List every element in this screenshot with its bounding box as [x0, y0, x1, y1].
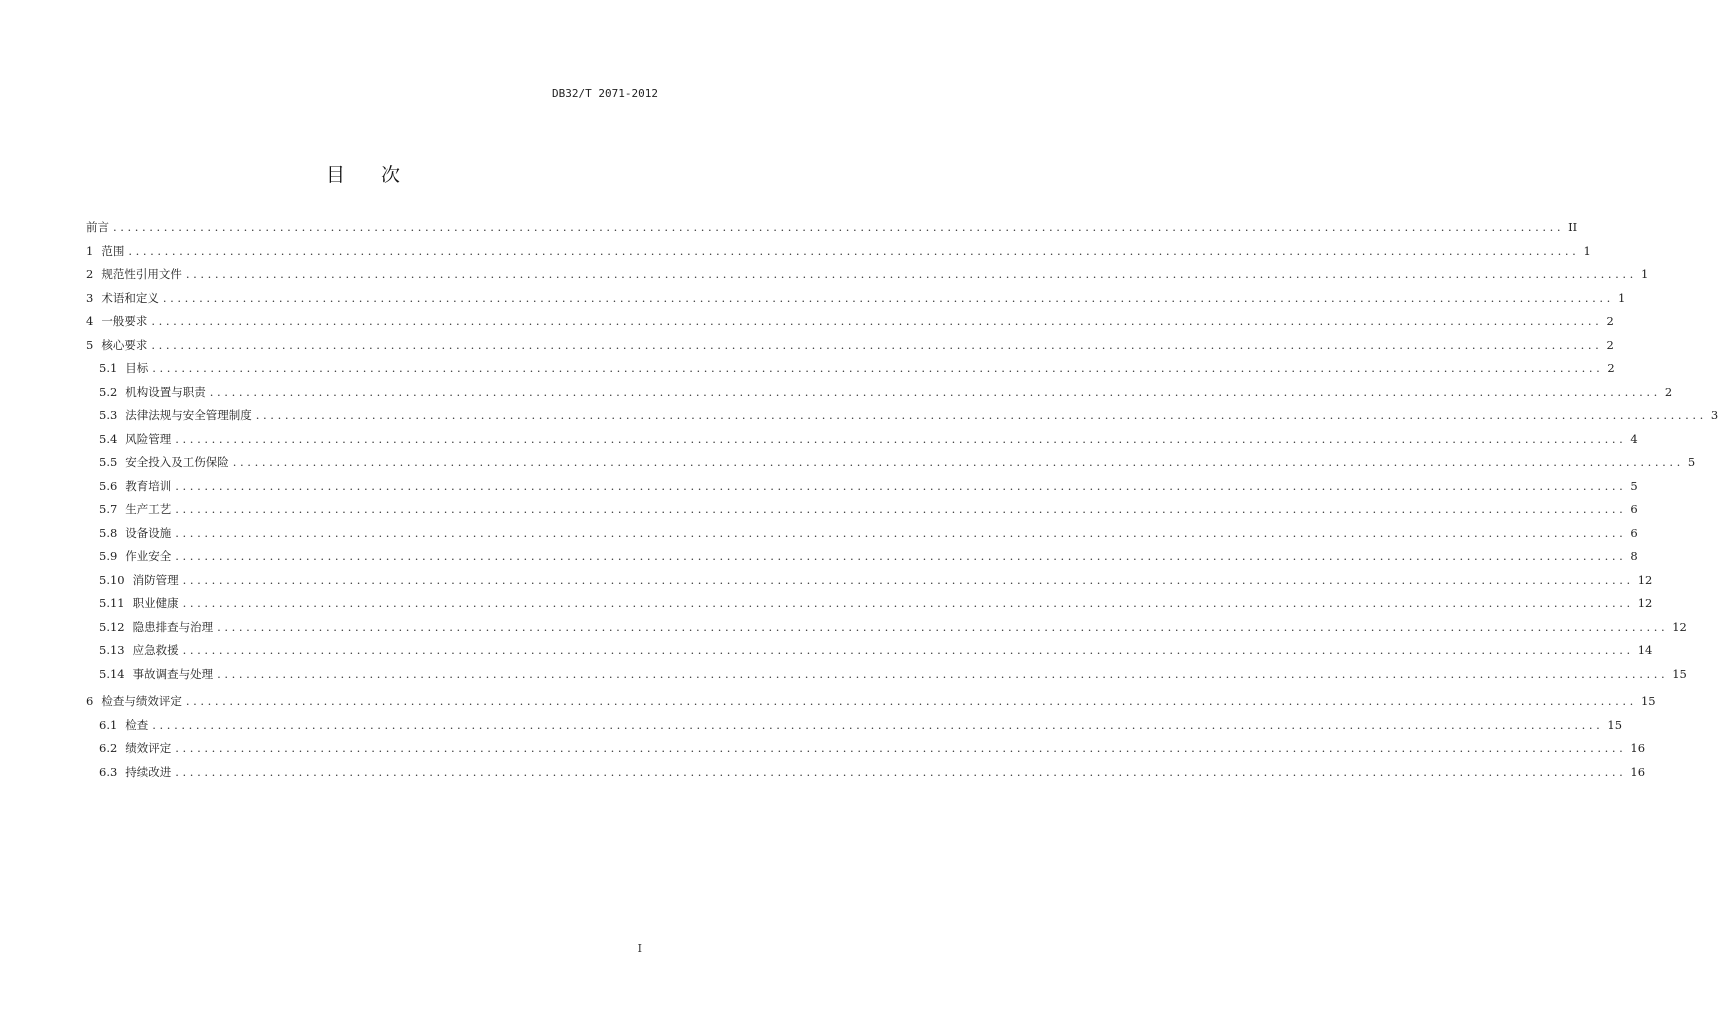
toc-entry-label: 教育培训: [125, 478, 172, 493]
toc-leader-dots: ........................................................................................................................................................................................................: [175, 502, 1627, 516]
toc-entry-number: 5.11: [99, 596, 125, 610]
toc-leader-dots: ........................................................................................................................................................................................................: [232, 455, 1684, 469]
toc-entry-label: 隐患排查与治理: [132, 619, 214, 634]
toc-entry-number: 5.10: [99, 572, 125, 587]
toc-leader-dots: ........................................................................................................................................................................................................: [209, 384, 1661, 399]
toc-entry[interactable]: [86, 714, 1623, 738]
table-of-contents: [86, 216, 1718, 784]
toc-leader-dots: ........................................................................................................................................................................................................: [175, 741, 1627, 755]
toc-entry[interactable]: [86, 592, 1653, 616]
toc-entry-page: 14: [1637, 643, 1653, 657]
toc-entry-page: 1: [1617, 290, 1626, 305]
toc-entry-label: 目标: [125, 361, 149, 375]
toc-leader-dots: ........................................................................................................................................................................................................: [152, 717, 1604, 732]
toc-leader-dots: ........................................................................................................................................................................................................: [175, 431, 1627, 446]
toc-entry[interactable]: [86, 451, 1696, 475]
toc-entry-label: 法律法规与安全管理制度: [125, 408, 252, 422]
toc-entry[interactable]: [86, 475, 1638, 499]
toc-entry[interactable]: [86, 287, 1626, 311]
page-title: 目次: [325, 164, 436, 186]
toc-entry-label: 应急救援: [132, 643, 179, 657]
toc-entry-page: 16: [1630, 741, 1646, 755]
toc-leader-dots: ........................................................................................................................................................................................................: [128, 243, 1580, 258]
toc-leader-dots: ........................................................................................................................................................................................................: [185, 694, 1637, 708]
toc-entry-label: 绩效评定: [125, 741, 172, 755]
toc-entry-label: 持续改进: [125, 764, 172, 779]
toc-entry-number: 5.4: [99, 431, 118, 446]
toc-entry-number: 5.2: [99, 384, 118, 399]
toc-entry-page: 12: [1637, 596, 1653, 610]
toc-leader-dots: ........................................................................................................................................................................................................: [175, 525, 1627, 540]
toc-entry-label: 机构设置与职责: [125, 384, 206, 399]
toc-entry-number: 5.3: [99, 408, 118, 422]
toc-entry-page: 6: [1630, 502, 1638, 516]
toc-entry-number: 5.12: [99, 619, 125, 634]
toc-entry-label: 作业安全: [125, 549, 172, 563]
toc-entry-number: 6.1: [99, 717, 118, 732]
toc-entry[interactable]: [86, 240, 1591, 264]
toc-entry[interactable]: [86, 310, 1614, 334]
toc-entry[interactable]: [86, 639, 1653, 663]
toc-entry-page: 8: [1630, 549, 1638, 563]
toc-entry-number: 3: [86, 290, 94, 305]
toc-entry-page: 4: [1630, 431, 1638, 446]
toc-entry-label: 设备设施: [125, 525, 172, 540]
toc-leader-dots: ........................................................................................................................................................................................................: [175, 764, 1627, 779]
toc-entry-number: 6.2: [99, 741, 118, 755]
toc-entry-label: 规范性引用文件: [101, 267, 182, 281]
toc-entry-page: 6: [1630, 525, 1638, 540]
toc-entry-number: 5.5: [99, 455, 118, 469]
toc-entry[interactable]: [86, 616, 1687, 640]
toc-entry-page: 5: [1630, 478, 1638, 493]
toc-entry-number: 5.13: [99, 643, 125, 657]
toc-entry-page: 2: [1606, 314, 1614, 328]
toc-entry-page: 12: [1637, 572, 1653, 587]
toc-entry-number: 5.14: [99, 666, 125, 681]
toc-leader-dots: ........................................................................................................................................................................................................: [175, 549, 1627, 563]
toc-entry-label: 风险管理: [125, 431, 172, 446]
toc-leader-dots: ........................................................................................................................................................................................................: [182, 643, 1634, 657]
toc-entry[interactable]: [86, 216, 1578, 240]
toc-entry[interactable]: [86, 663, 1687, 687]
toc-leader-dots: ........................................................................................................................................................................................................: [151, 314, 1603, 328]
toc-entry-page: 15: [1672, 666, 1687, 681]
toc-entry-label: 生产工艺: [125, 502, 172, 516]
toc-leader-dots: ........................................................................................................................................................................................................: [162, 290, 1614, 305]
toc-entry[interactable]: [86, 522, 1638, 546]
toc-entry-page: 16: [1630, 764, 1646, 779]
toc-entry-number: 6: [86, 694, 94, 708]
toc-entry-page: 2: [1607, 361, 1615, 375]
toc-entry[interactable]: [86, 690, 1656, 714]
toc-entry-label: 核心要求: [101, 337, 148, 352]
toc-leader-dots: ........................................................................................................................................................................................................: [255, 408, 1707, 422]
toc-entry[interactable]: [86, 263, 1649, 287]
toc-entry-label: 安全投入及工伤保险: [125, 455, 229, 469]
toc-entry-number: 5.6: [99, 478, 118, 493]
toc-entry-page: 2: [1664, 384, 1673, 399]
toc-entry-label: 检查: [125, 717, 149, 732]
toc-entry-number: 5.8: [99, 525, 118, 540]
toc-entry[interactable]: [86, 737, 1646, 761]
toc-entry-number: 5.7: [99, 502, 118, 516]
toc-entry-page: 1: [1640, 267, 1649, 281]
toc-entry-label: 消防管理: [132, 572, 179, 587]
toc-entry-label: 范围: [101, 243, 125, 258]
toc-entry[interactable]: [86, 404, 1718, 428]
toc-leader-dots: ........................................................................................................................................................................................................: [182, 596, 1634, 610]
toc-entry-label: 术语和定义: [101, 290, 159, 305]
toc-entry-number: 5.9: [99, 549, 118, 563]
toc-entry-number: 6.3: [99, 764, 118, 779]
toc-entry-page: 1: [1583, 243, 1591, 258]
toc-entry[interactable]: [86, 357, 1615, 381]
toc-entry-number: 4: [86, 314, 94, 328]
toc-entry-page: 3: [1710, 408, 1718, 422]
toc-entry-label: 一般要求: [101, 314, 148, 328]
toc-leader-dots: ........................................................................................................................................................................................................: [185, 267, 1637, 281]
toc-entry[interactable]: [86, 569, 1653, 593]
toc-entry-page: 15: [1640, 694, 1656, 708]
footer-page-number: I: [637, 942, 642, 955]
toc-entry[interactable]: [86, 428, 1638, 452]
toc-leader-dots: ........................................................................................................................................................................................................: [175, 478, 1627, 493]
toc-entry-number: 1: [86, 243, 94, 258]
toc-entry-page: 5: [1687, 455, 1696, 469]
toc-entry-number: 2: [86, 267, 94, 281]
toc-entry[interactable]: [86, 381, 1673, 405]
toc-leader-dots: ........................................................................................................................................................................................................: [217, 666, 1669, 681]
toc-leader-dots: ........................................................................................................................................................................................................: [151, 337, 1603, 352]
document-id: DB32/T 2071-2012: [552, 87, 658, 100]
toc-entry-number: 5: [86, 337, 94, 352]
toc-entry[interactable]: [86, 334, 1614, 358]
toc-entry-page: II: [1568, 220, 1578, 234]
toc-entry-page: 2: [1606, 337, 1614, 352]
toc-entry-label: 职业健康: [132, 596, 179, 610]
toc-entry-label: 前言: [86, 220, 109, 234]
toc-leader-dots: ........................................................................................................................................................................................................: [152, 361, 1604, 375]
toc-entry-number: 5.1: [99, 361, 118, 375]
toc-entry-label: 事故调查与处理: [132, 666, 214, 681]
toc-leader-dots: ........................................................................................................................................................................................................: [182, 572, 1634, 587]
toc-entry[interactable]: [86, 545, 1638, 569]
toc-entry[interactable]: [86, 498, 1638, 522]
toc-entry-label: 检查与绩效评定: [101, 694, 182, 708]
toc-entry-page: 12: [1672, 619, 1687, 634]
toc-leader-dots: ........................................................................................................................................................................................................: [113, 220, 1565, 234]
toc-leader-dots: ........................................................................................................................................................................................................: [217, 619, 1669, 634]
toc-entry[interactable]: [86, 761, 1646, 785]
toc-entry-page: 15: [1607, 717, 1623, 732]
